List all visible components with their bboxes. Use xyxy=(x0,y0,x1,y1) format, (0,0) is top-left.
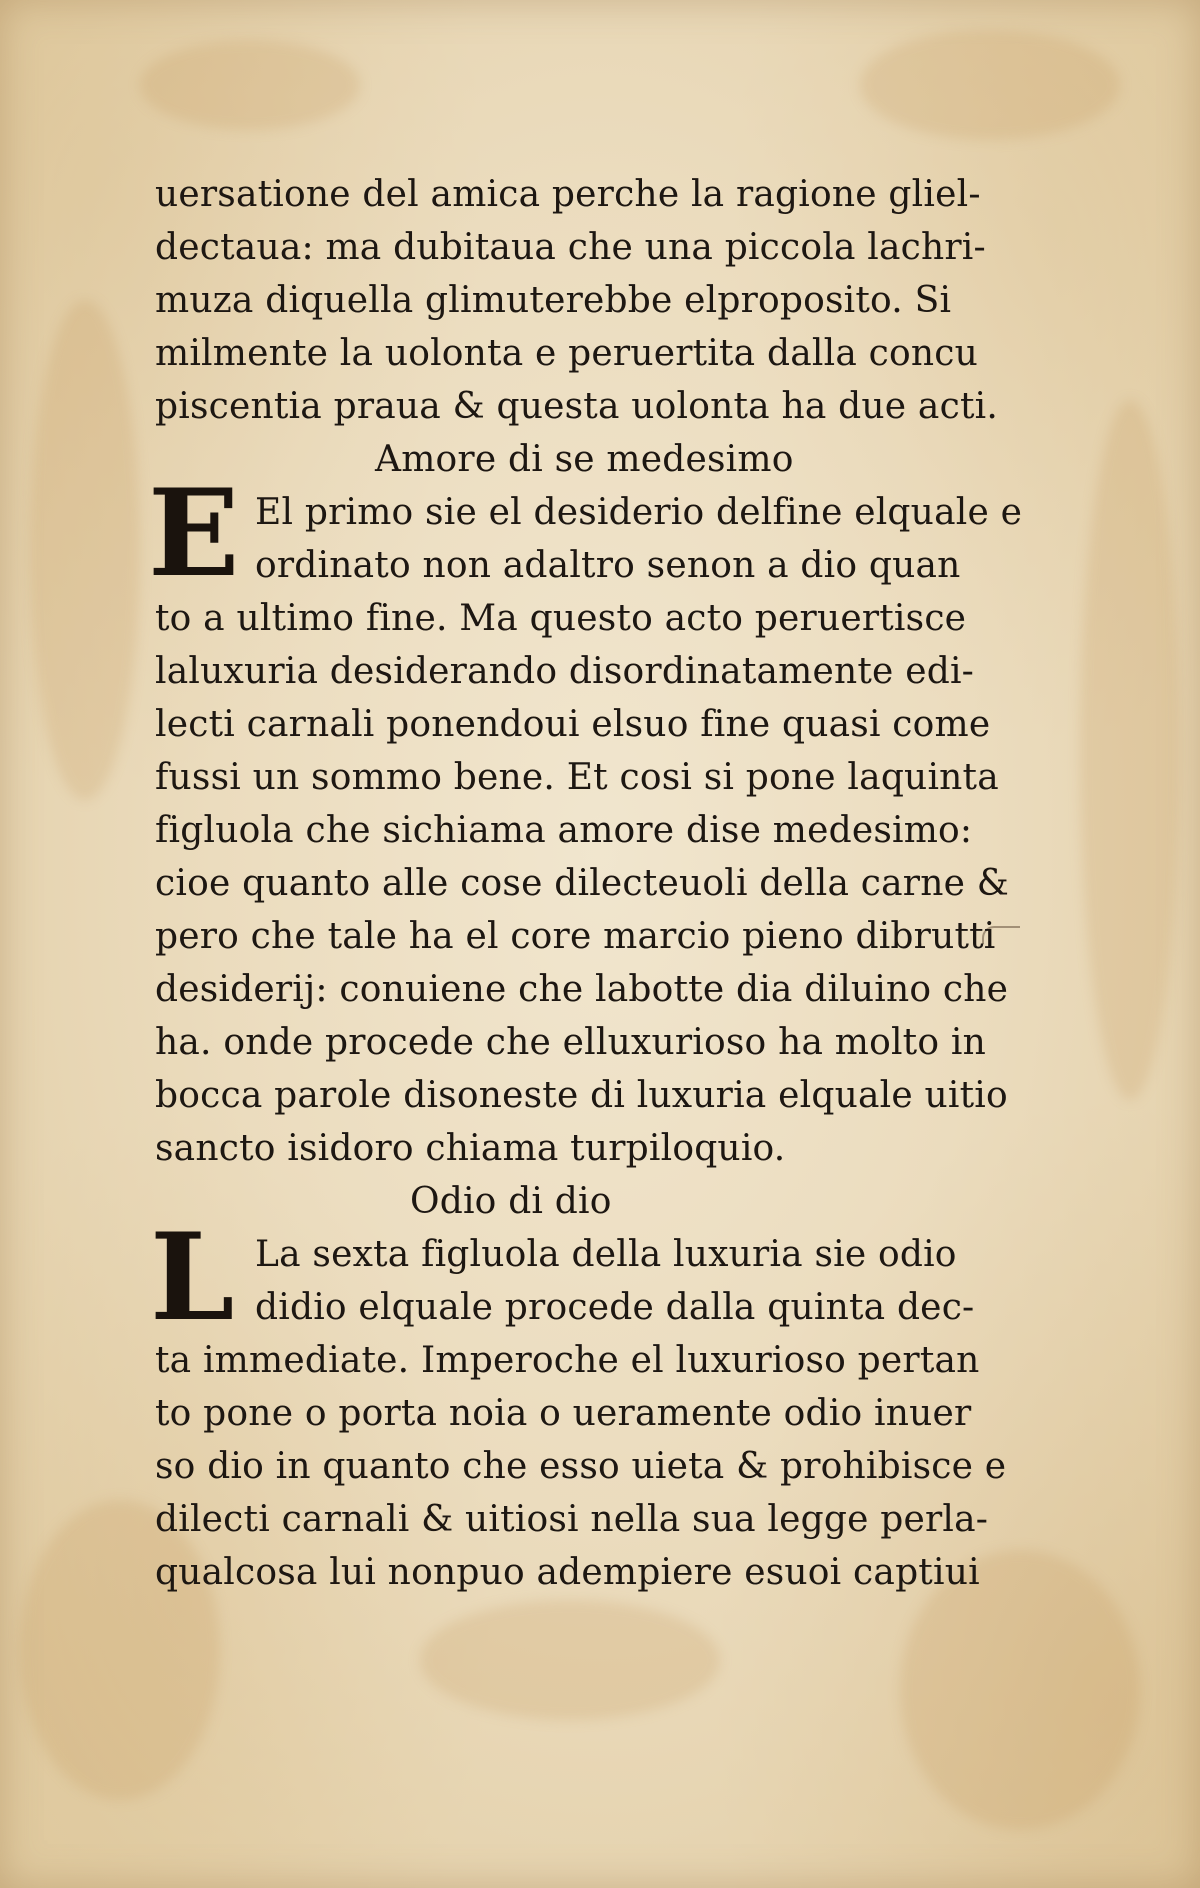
text-line: laluxuria desiderando disordinatamente edi- xyxy=(155,651,975,692)
text-line: milmente la uolonta e peruertita dalla concu xyxy=(155,333,979,374)
text-line: fussi un sommo bene. Et cosi si pone laquinta xyxy=(155,757,999,798)
decorated-initial-l: L xyxy=(150,1207,235,1348)
text-line: ordinato non adaltro senon a dio quan xyxy=(255,545,961,586)
text-line: uersatione del amica perche la ragione gliel- xyxy=(155,174,981,215)
text-line: dectaua: ma dubitaua che una piccola lachri- xyxy=(155,227,986,268)
text-line: lecti carnali ponendoui elsuo fine quasi come xyxy=(155,704,991,745)
text-line: to a ultimo fine. Ma questo acto peruertisce xyxy=(155,598,967,639)
text-line: muza diquella glimuterebbe elproposito. Si xyxy=(155,280,952,321)
text-block xyxy=(155,168,1023,1599)
text-line: El primo sie el desiderio delfine elquale e xyxy=(255,492,1023,533)
text-line: bocca parole disoneste di luxuria elquale uitio xyxy=(155,1075,1008,1116)
text-line: cioe quanto alle cose dilecteuoli della carne & xyxy=(155,863,1009,904)
section-heading: Amore di se medesimo xyxy=(375,439,794,480)
text-line: desiderij: conuiene che labotte dia diluino che xyxy=(155,969,1009,1010)
text-line: ha. onde procede che elluxurioso ha molto in xyxy=(155,1022,986,1063)
decorated-initial-e: E xyxy=(148,463,240,604)
section-heading: Odio di dio xyxy=(410,1181,612,1222)
text-line: La sexta figluola della luxuria sie odio xyxy=(255,1234,957,1275)
text-line: qualcosa lui nonpuo adempiere esuoi captiui xyxy=(155,1552,980,1593)
text-line: to pone o porta noia o ueramente odio inuer xyxy=(155,1393,972,1434)
text-line: dilecti carnali & uitiosi nella sua legge perla- xyxy=(155,1499,989,1540)
text-line: pero che tale ha el core marcio pieno dibrutti xyxy=(155,916,996,957)
text-line: sancto isidoro chiama turpiloquio. xyxy=(155,1128,786,1169)
text-line: ta immediate. Imperoche el luxurioso pertan xyxy=(155,1340,980,1381)
text-line: piscentia praua & questa uolonta ha due acti. xyxy=(155,386,998,427)
text-line: figluola che sichiama amore dise medesimo: xyxy=(155,810,973,851)
text-line: so dio in quanto che esso uieta & prohibisce e xyxy=(155,1446,1007,1487)
text-line: didio elquale procede dalla quinta dec- xyxy=(255,1287,975,1328)
